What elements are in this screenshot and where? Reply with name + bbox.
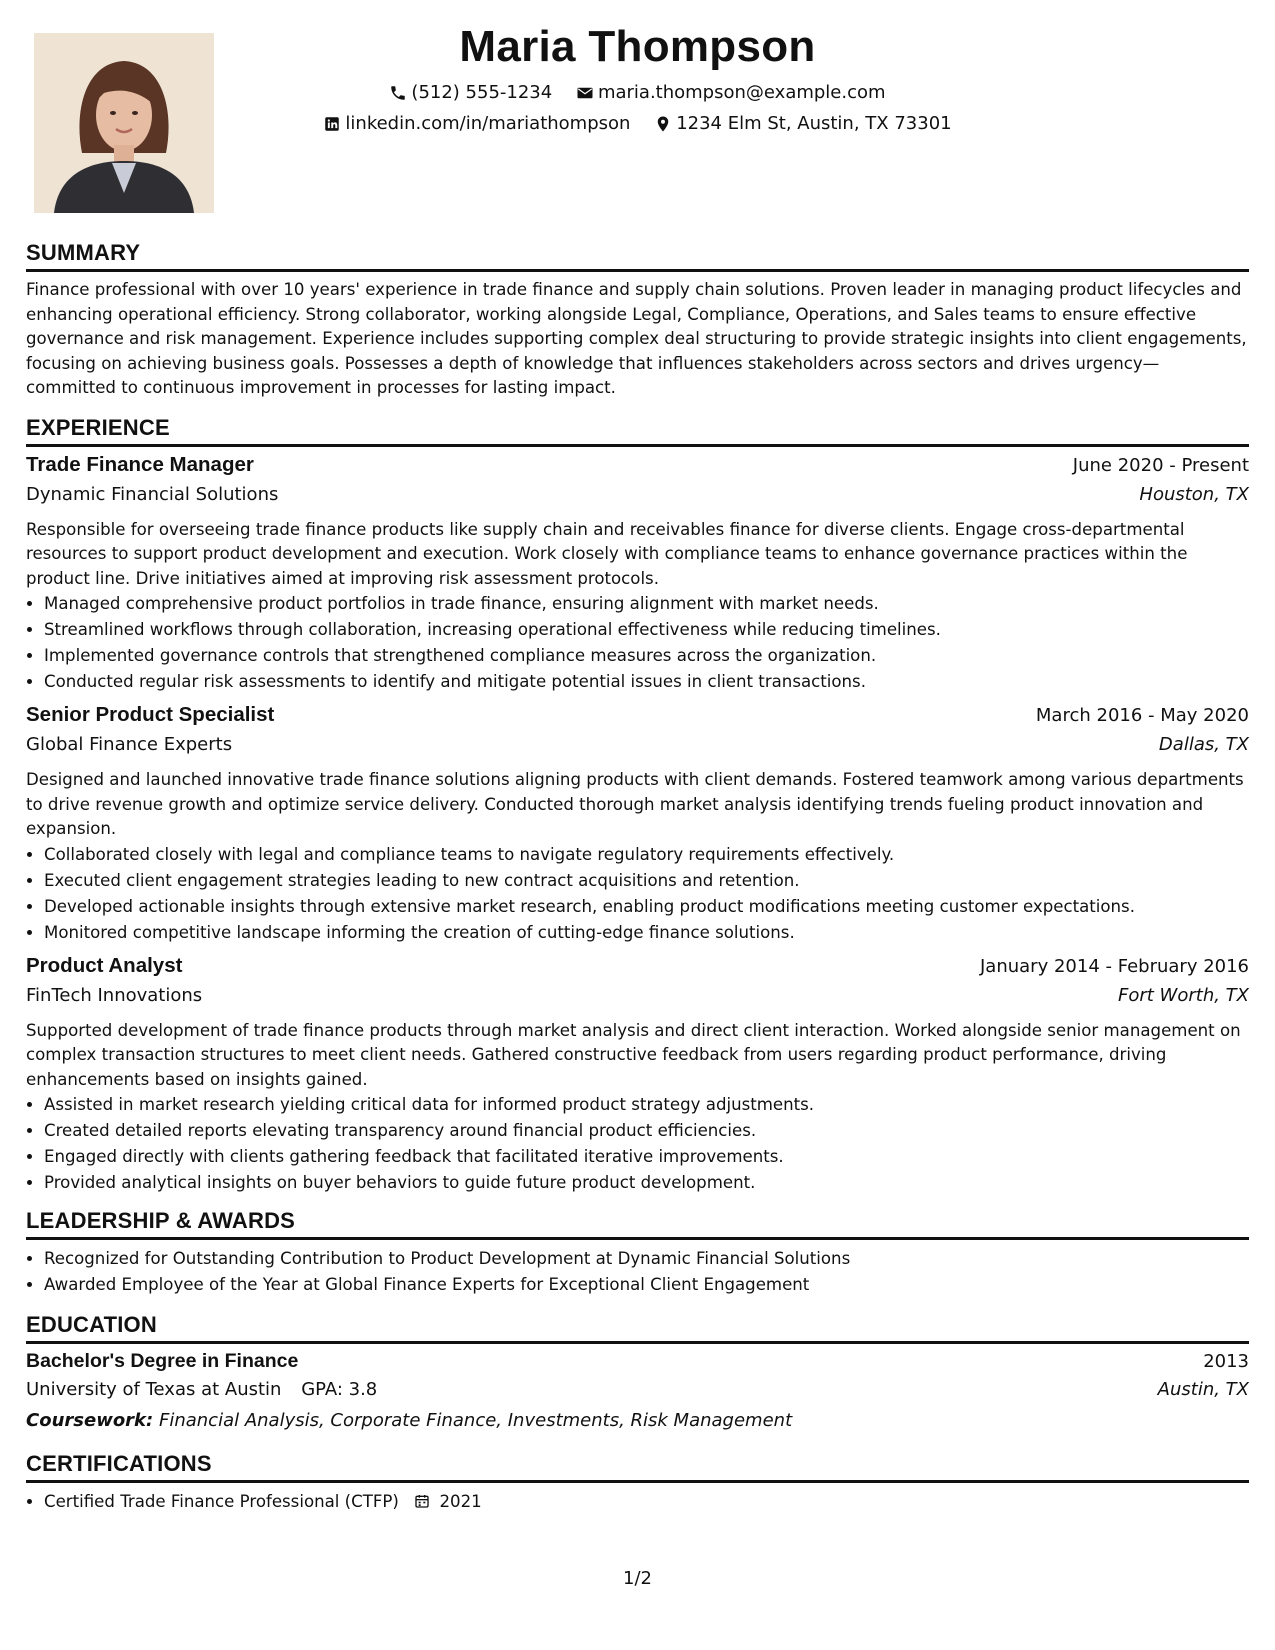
certification-year: 2021: [439, 1492, 482, 1511]
job-dates: January 2014 - February 2016: [980, 955, 1249, 977]
contact-phone[interactable]: [389, 82, 552, 103]
summary-heading: SUMMARY: [26, 240, 1249, 272]
school-location: Austin, TX: [1157, 1379, 1249, 1400]
job-company-row: [26, 484, 1249, 514]
job-header-row: [26, 453, 1249, 484]
job-bullets: [26, 842, 1249, 946]
job-dates: June 2020 - Present: [1072, 454, 1249, 476]
job-description: Designed and launched innovative trade finance solutions aligning products with client demands. Fostered teamwork among various departments to drive revenue growth and optimize service delivery. Conducted thorough market analysis identifying trends fueling product innovation and expansion.: [26, 770, 1244, 838]
job-bullet: • Conducted regular risk assessments to identify and mitigate potential issues in client transactions.: [44, 669, 1249, 695]
degree-title: Bachelor's Degree in Finance: [26, 1350, 299, 1372]
job-bullets: [26, 591, 1249, 695]
job-location: Houston, TX: [1139, 483, 1249, 505]
page-number: 1/2: [623, 1568, 652, 1589]
school-line: [26, 1379, 377, 1400]
job-bullet: • Provided analytical insights on buyer behaviors to guide future product development.: [44, 1170, 1249, 1196]
job-company: Dynamic Financial Solutions: [26, 483, 279, 505]
job-title: Trade Finance Manager: [26, 452, 254, 476]
education-school-row: [26, 1379, 1249, 1408]
job-dates: March 2016 - May 2020: [1035, 705, 1249, 726]
job-bullet: • Assisted in market research yielding critical data for informed product strategy adjustments.: [44, 1092, 1249, 1118]
job-company: FinTech Innovations: [26, 984, 203, 1006]
job-bullet: • Monitored competitive landscape informing the creation of cutting-edge finance solutions.: [44, 920, 1249, 946]
job-bullet: • Created detailed reports elevating transparency around financial product efficiencies.: [44, 1118, 1249, 1144]
gpa: GPA: 3.8: [301, 1379, 378, 1400]
job-header-row: [26, 703, 1249, 734]
map-pin-icon: [654, 115, 672, 133]
coursework-label: Coursework:: [26, 1410, 154, 1431]
job-bullets: [26, 1092, 1249, 1196]
email-text: maria.thompson@example.com: [597, 82, 886, 103]
calendar-icon: [414, 1493, 430, 1509]
certifications-list: [26, 1489, 1249, 1515]
phone-icon: [389, 84, 407, 102]
job-bullet: • Engaged directly with clients gathering feedback that facilitated iterative improvements.: [44, 1144, 1249, 1170]
job-description: Supported development of trade finance products through market analysis and direct client interaction. Worked alongside senior management on complex transaction structures to meet client needs. Gathered constructive feedback from users regarding product performance, driving enhancements based on insights gained.: [26, 1020, 1241, 1089]
job-bullet: • Developed actionable insights through extensive market research, enabling product modifications meeting customer expectations.: [44, 894, 1249, 920]
leadership-heading: LEADERSHIP & AWARDS: [26, 1208, 1249, 1240]
graduation-year: 2013: [1203, 1351, 1249, 1372]
certifications-heading: CERTIFICATIONS: [26, 1451, 1249, 1483]
job-entry: [26, 453, 1249, 696]
job-bullet: • Executed client engagement strategies leading to new contract acquisitions and retention.: [44, 868, 1249, 894]
education-heading: EDUCATION: [26, 1312, 1249, 1344]
phone-text: (512) 555-1234: [411, 82, 553, 103]
job-location: Dallas, TX: [1158, 734, 1249, 755]
school-name: University of Texas at Austin: [26, 1379, 282, 1400]
contact-address: [654, 113, 951, 134]
job-company-row: [26, 985, 1249, 1015]
job-bullet: • Implemented governance controls that strengthened compliance measures across the organization.: [44, 643, 1249, 669]
job-location: Fort Worth, TX: [1118, 984, 1249, 1006]
coursework-list: Financial Analysis, Corporate Finance, Investments, Risk Management: [158, 1410, 793, 1431]
experience-heading: EXPERIENCE: [26, 415, 1249, 447]
education-section: [26, 1312, 1249, 1431]
award-item: • Awarded Employee of the Year at Global Finance Experts for Exceptional Client Engagement: [44, 1272, 1249, 1298]
certification-name: Certified Trade Finance Professional (CTFP): [44, 1492, 399, 1511]
job-title: Product Analyst: [26, 953, 183, 977]
award-item: • Recognized for Outstanding Contribution to Product Development at Dynamic Financial Solutions: [44, 1246, 1249, 1272]
address-text: 1234 Elm St, Austin, TX 73301: [676, 113, 952, 134]
job-description: Responsible for overseeing trade finance products like supply chain and receivables finance for diverse clients. Engage cross-departmental resources to support product development and execution. Work closely with compliance teams to enhance governance practices within the product line. Drive initiatives aimed at improving risk assessment protocols.: [26, 519, 1188, 588]
linkedin-text: linkedin.com/in/mariathompson: [345, 113, 631, 134]
job-entry: [26, 703, 1249, 946]
job-company-row: [26, 734, 1249, 764]
coursework-line: [26, 1410, 1249, 1431]
envelope-icon: [576, 84, 594, 102]
job-bullet: • Managed comprehensive product portfolios in trade finance, ensuring alignment with market needs.: [44, 591, 1249, 617]
contact-line-2: [26, 113, 1249, 138]
job-title: Senior Product Specialist: [26, 703, 275, 726]
job-bullet: • Collaborated closely with legal and compliance teams to navigate regulatory requirements effectively.: [44, 842, 1249, 868]
job-company: Global Finance Experts: [26, 734, 233, 755]
contact-line-1: [26, 82, 1249, 107]
resume-header: [26, 0, 1249, 230]
job-bullet: • Streamlined workflows through collaboration, increasing operational effectiveness while reducing timelines.: [44, 617, 1249, 643]
contact-linkedin[interactable]: [323, 113, 630, 134]
certification-item: [44, 1489, 1249, 1515]
leadership-list: [26, 1246, 1249, 1298]
certifications-section: [26, 1451, 1249, 1515]
job-header-row: [26, 954, 1249, 985]
summary-text: Finance professional with over 10 years' experience in trade finance and supply chain solutions. Proven leader in managing product lifecycles and enhancing operational efficiency. Strong collaborator, working alongside Legal, Compliance, Operations, and Sales teams to ensure effective governance and risk management. Experience includes supporting complex deal structuring to provide strategic insights into client engagements, focusing on achieving business goals. Possesses a depth of knowledge that influences stakeholders across sectors and drives urgency—committed to continuous improvement in processes for lasting impact.: [26, 280, 1247, 397]
linkedin-icon: [323, 115, 341, 133]
candidate-name: Maria Thompson: [459, 22, 816, 71]
contact-email[interactable]: [576, 82, 886, 103]
job-entry: [26, 954, 1249, 1197]
education-degree-row: [26, 1350, 1249, 1379]
leadership-section: [26, 1208, 1249, 1298]
summary-section: [26, 240, 1249, 401]
experience-section: [26, 415, 1249, 1197]
